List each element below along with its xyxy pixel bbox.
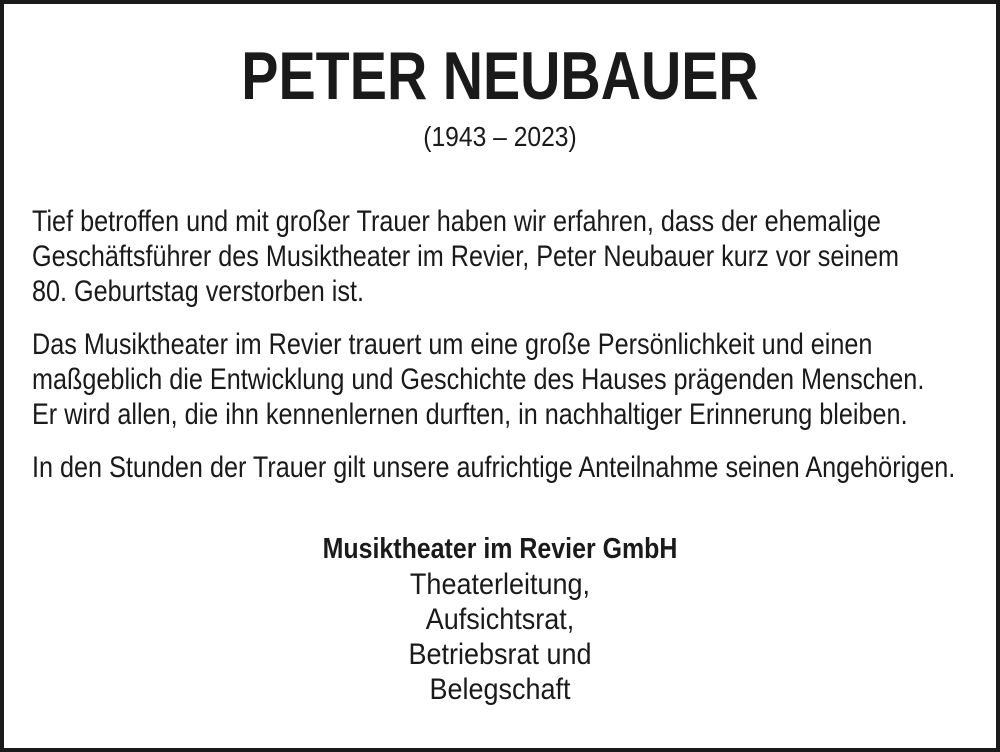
body-line: Tief betroffen und mit großer Trauer haben wir erfahren, dass der ehemalige [32,205,881,238]
body-line: Das Musiktheater im Revier trauert um eine große Persönlichkeit und einen [32,328,873,361]
signature-block [4,532,996,707]
paragraph-tribute [32,327,968,432]
signature-line: Theaterleitung, [409,568,591,601]
body-line: Er wird allen, die ihn kennenlernen durften, in nachhaltiger Erinnerung bleiben. [32,398,908,431]
signature-line: Aufsichtsrat, [425,603,575,636]
paragraph-sympathy [32,450,968,485]
paragraph-condolence-news [32,204,968,309]
obituary-body [32,204,968,503]
signature-organization: Musiktheater im Revier GmbH [322,533,678,565]
life-years: (1943 – 2023) [423,121,577,152]
signature-line: Betriebsrat und [408,638,592,671]
body-line: In den Stunden der Trauer gilt unsere aufrichtige Anteilnahme seinen Angehörigen. [32,451,956,484]
signature-line: Belegschaft [429,673,571,706]
body-line: maßgeblich die Entwicklung und Geschichte des Hauses prägenden Menschen. [32,363,925,396]
obituary-header [4,40,996,154]
body-line: Geschäftsführer des Musiktheater im Revier, Peter Neubauer kurz vor seinem [32,240,899,273]
body-line: 80. Geburtstag verstorben ist. [32,275,364,308]
deceased-name: PETER NEUBAUER [241,38,759,114]
